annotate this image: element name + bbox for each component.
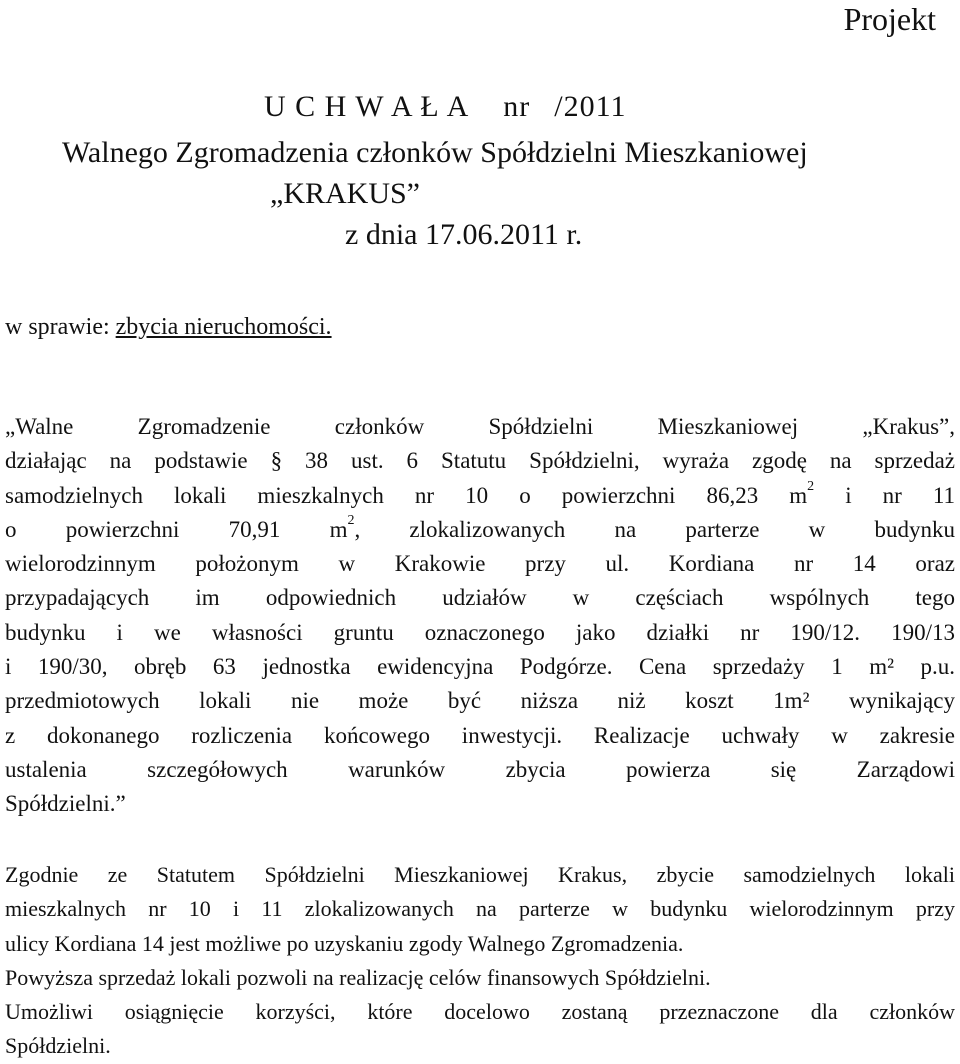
resolution-line: ustalenia szczegółowych warunków zbycia powierza się Zarządowi <box>5 756 955 782</box>
justification-line: ulicy Kordiana 14 jest możliwe po uzyskaniu zgody Walnego Zgromadzenia. <box>5 930 684 956</box>
justification-line: mieszkalnych nr 10 i 11 zlokalizowanych na parterze w budynku wielorodzinnym przy <box>5 896 955 922</box>
title-date: z dnia 17.06.2011 r. <box>345 218 583 251</box>
resolution-line-last: Spółdzielni.” <box>5 791 126 817</box>
subject-text: zbycia nieruchomości. <box>115 314 332 340</box>
justification-line: Zgodnie ze Statutem Spółdzielni Mieszkaniowej Krakus, zbycie samodzielnych lokali <box>5 862 955 887</box>
justification-line: Umożliwi osiągnięcie korzyści, które docelowo zostaną przeznaczone dla członków <box>5 999 955 1025</box>
title-line-2: Walnego Zgromadzenia członków Spółdzielni Mieszkaniowej <box>62 136 808 169</box>
subject-prefix: w sprawie: <box>5 314 116 340</box>
resolution-line: przedmiotowych lokali nie może być niższa niż koszt 1m² wynikający <box>5 688 955 714</box>
title-year: /2011 <box>554 90 627 123</box>
justification-line: Powyższa sprzedaż lokali pozwoli na realizację celów finansowych Spółdzielni. <box>5 964 711 990</box>
resolution-line: wielorodzinnym położonym w Krakowie przy ul. Kordiana nr 14 oraz <box>5 551 955 577</box>
resolution-line: „Walne Zgromadzenie członków Spółdzielni Mieszkaniowej „Krakus”, <box>5 414 955 439</box>
resolution-paragraph <box>5 410 955 822</box>
justification-line-last: Spółdzielni. <box>5 1033 111 1059</box>
resolution-line: z dokonanego rozliczenia końcowego inwestycji. Realizacje uchwały w zakresie <box>5 722 955 748</box>
title-line-3: „KRAKUS” <box>270 177 420 210</box>
resolution-line: i 190/30, obręb 63 jednostka ewidencyjna Podgórze. Cena sprzedaży 1 m² p.u. <box>5 654 955 680</box>
title-uchwala: U C H W A Ł A <box>264 90 470 123</box>
title-nr: nr <box>503 90 531 123</box>
resolution-line: o powierzchni 70,91 $m^2$, zlokalizowanych na parterze w budynku <box>5 513 955 542</box>
projekt-label: Projekt <box>843 1 936 37</box>
resolution-line: samodzielnych lokali mieszkalnych nr 10 o powierzchni 86,23 $m^2$ i nr 11 <box>5 478 955 508</box>
justification-paragraph <box>5 858 955 1064</box>
resolution-line: działając na podstawie § 38 ust. 6 Statutu Spółdzielni, wyraża zgodę na sprzedaż <box>5 448 955 474</box>
subject-line <box>5 312 332 342</box>
title-line-1 <box>264 88 627 125</box>
resolution-line: budynku i we własności gruntu oznaczonego jako działki nr 190/12. 190/13 <box>5 619 955 645</box>
resolution-line: przypadających im odpowiednich udziałów w częściach wspólnych tego <box>5 585 955 611</box>
